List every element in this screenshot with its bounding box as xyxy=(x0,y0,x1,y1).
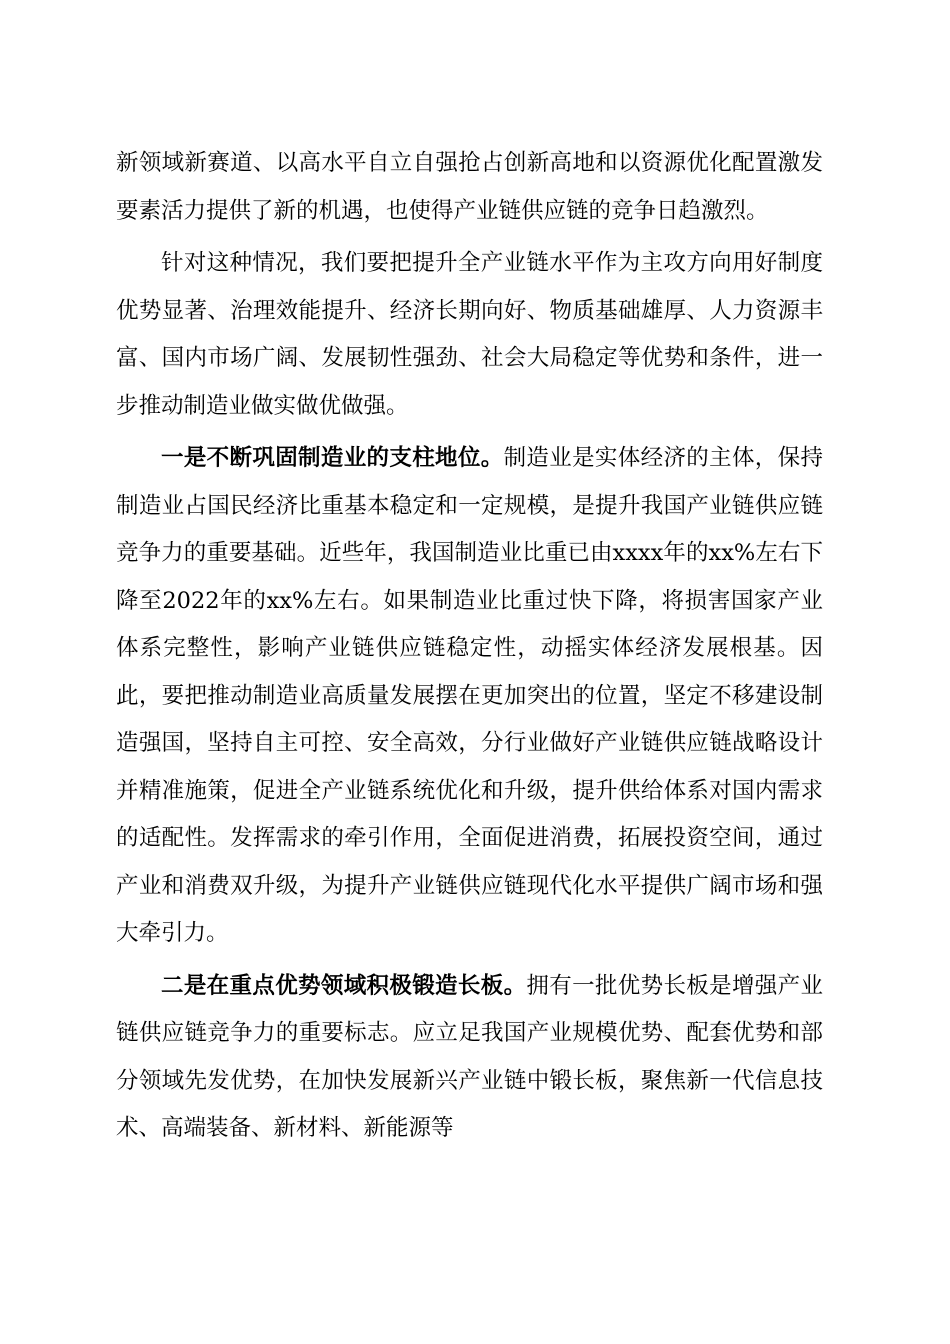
paragraph-point-one xyxy=(116,435,823,958)
paragraph-text: 制造业是实体经济的主体，保持制造业占国民经济比重基本稳定和一定规模，是提升我国产业链供应链竞争力的重要基础。近些年，我国制造业比重已由xxxx年的xx%左右下降至2022年的xx%左右。如果制造业比重过快下降，将损害国家产业体系完整性，影响产业链供应链稳定性，动摇实体经济发展根基。因此，要把推动制造业高质量发展摆在更加突出的位置，坚定不移建设制造强国，坚持自主可控、安全高效，分行业做好产业链供应链战略设计并精准施策，促进全产业链系统优化和升级，提升供给体系对国内需求的适配性。发挥需求的牵引作用，全面促进消费，拓展投资空间，通过产业和消费双升级，为提升产业链供应链现代化水平提供广阔市场和强大牵引力。 xyxy=(116,445,823,946)
paragraph-strategy xyxy=(116,240,823,430)
paragraph-text: 针对这种情况，我们要把提升全产业链水平作为主攻方向用好制度优势显著、治理效能提升、经济长期向好、物质基础雄厚、人力资源丰富、国内市场广阔、发展韧性强劲、社会大局稳定等优势和条件，进一步推动制造业做实做优做强。 xyxy=(116,250,823,419)
paragraph-text: 拥有一批优势长板是增强产业链供应链竞争力的重要标志。应立足我国产业规模优势、配套优势和部分领域先发优势，在加快发展新兴产业链中锻长板，聚焦新一代信息技术、高端装备、新材料、新能源等 xyxy=(116,972,823,1141)
paragraph-text: 新领域新赛道、以高水平自立自强抢占创新高地和以资源优化配置激发要素活力提供了新的机遇，也使得产业链供应链的竞争日趋激烈。 xyxy=(116,150,823,224)
document-body xyxy=(116,140,823,1158)
paragraph-point-two xyxy=(116,963,823,1153)
paragraph-lead-heading: 二是在重点优势领域积极锻造长板。 xyxy=(161,972,527,999)
paragraph-lead-heading: 一是不断巩固制造业的支柱地位。 xyxy=(161,445,504,471)
paragraph-continuation xyxy=(116,140,823,235)
